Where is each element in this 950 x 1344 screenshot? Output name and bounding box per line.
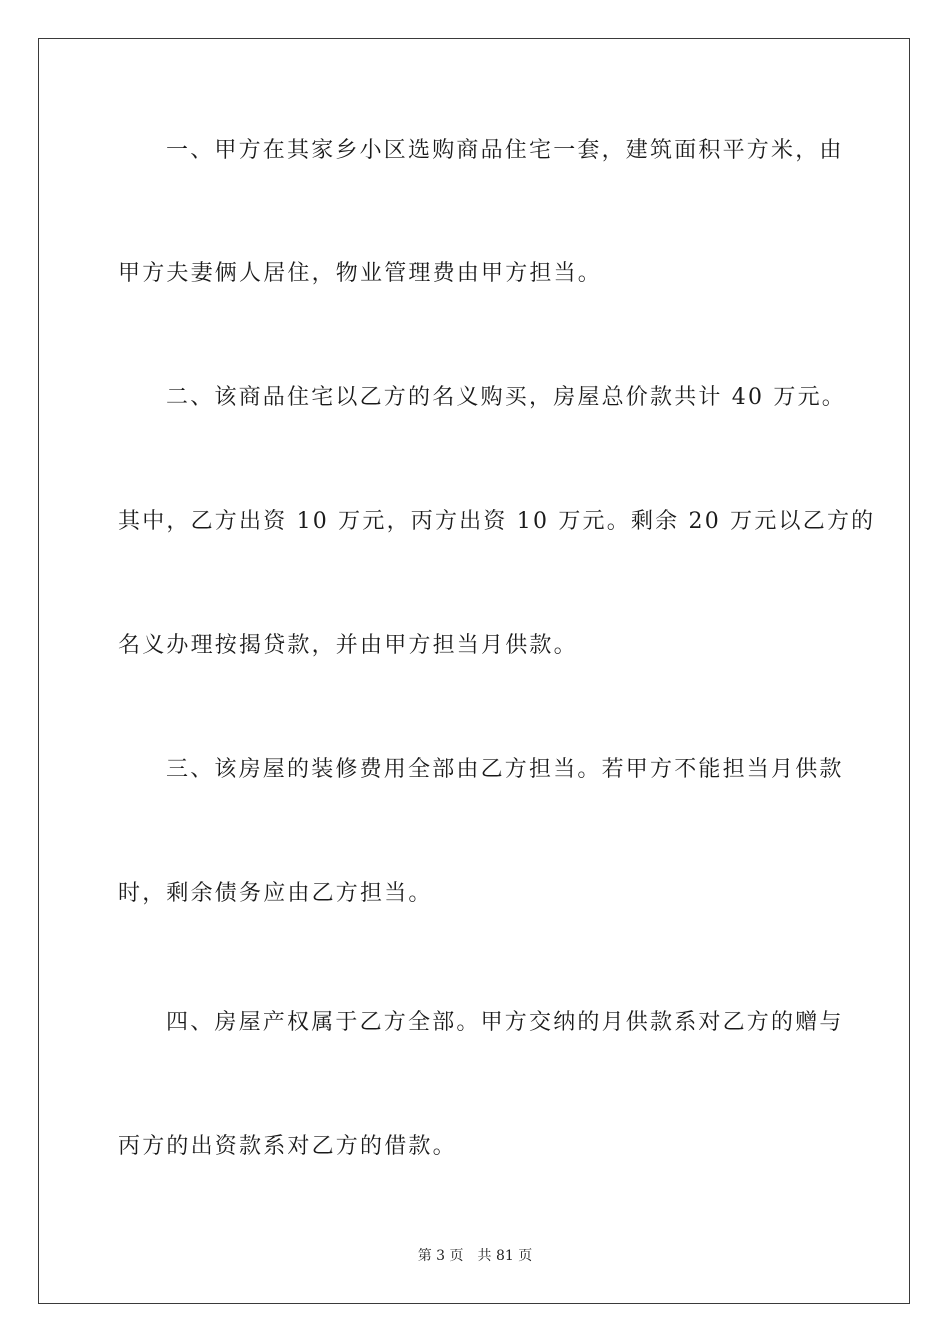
paragraph-4-line-1: 四、房屋产权属于乙方全部。甲方交纳的月供款系对乙方的赠与 (166, 1010, 844, 1035)
page-total: 共 81 页 (477, 1248, 533, 1264)
paragraph-1-line-1: 一、甲方在其家乡小区选购商品住宅一套，建筑面积平方米，由 (166, 138, 844, 163)
paragraph-3-line-1: 三、该房屋的装修费用全部由乙方担当。若甲方不能担当月供款 (166, 757, 844, 782)
page-border (38, 38, 910, 1304)
paragraph-2-line-2: 其中，乙方出资 10 万元，丙方出资 10 万元。剩余 20 万元以乙方的 (118, 509, 876, 534)
paragraph-1-line-2: 甲方夫妻俩人居住，物业管理费由甲方担当。 (118, 261, 603, 286)
page-footer (0, 1246, 950, 1266)
paragraph-2-line-1: 二、该商品住宅以乙方的名义购买，房屋总价款共计 40 万元。 (166, 385, 846, 410)
paragraph-3-line-2: 时，剩余债务应由乙方担当。 (118, 881, 433, 906)
paragraph-2-line-3: 名义办理按揭贷款，并由甲方担当月供款。 (118, 633, 578, 658)
page-number: 第 3 页 (417, 1248, 464, 1264)
paragraph-4-line-2: 丙方的出资款系对乙方的借款。 (118, 1134, 457, 1159)
